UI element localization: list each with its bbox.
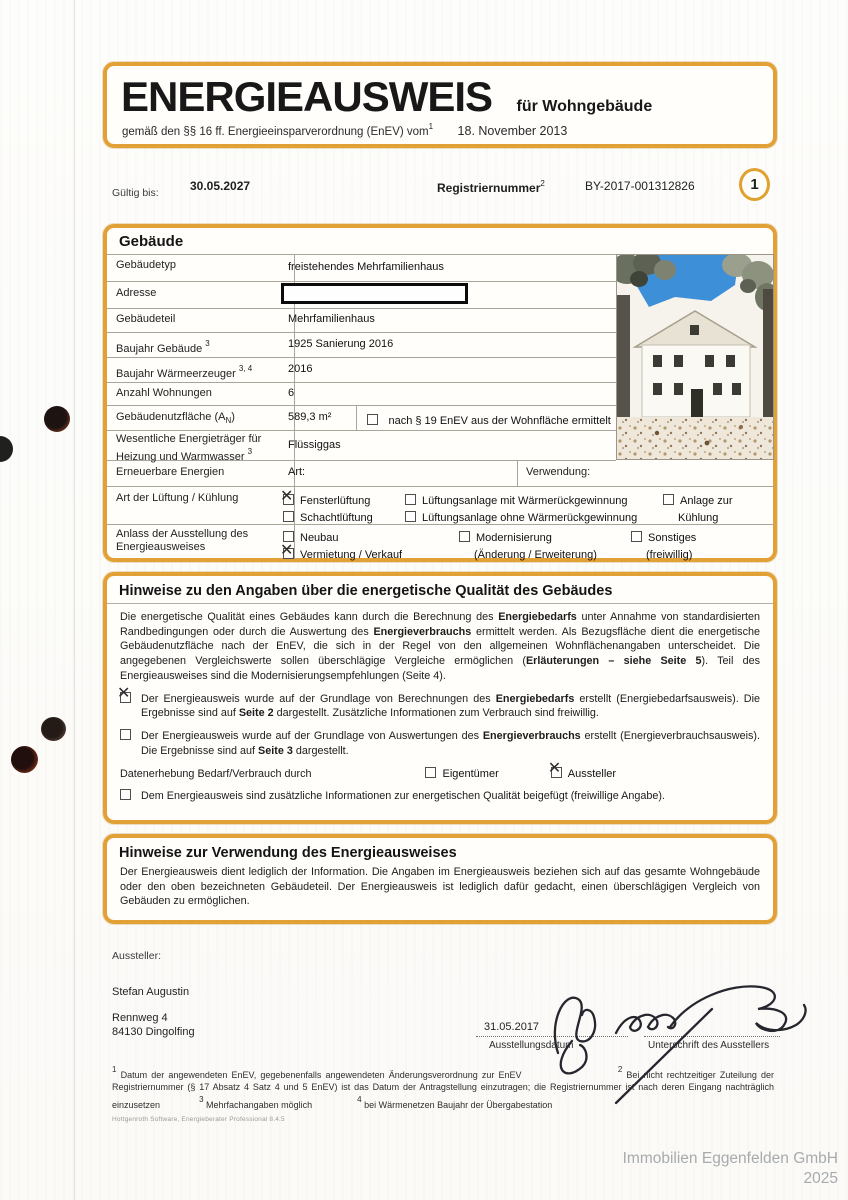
row-value: Mehrfamilienhaus <box>288 313 375 325</box>
row-label: Baujahr Wärmeerzeuger $^{3, 4}$ <box>107 357 295 382</box>
paragraph: Der Energieausweis wurde auf der Grundlage von Berechnungen des Energiebedarfs erstellt (Energiebedarfsausweis). Die Ergebnisse sind auf Seite 2 dargestellt. Zusätzliche Informationen zum Verbrauch sind freiwillig. <box>141 692 760 720</box>
page-title: ENERGIEAUSWEIS <box>121 73 493 120</box>
checkbox-eigentuemer[interactable] <box>425 767 436 778</box>
table-row <box>107 430 616 461</box>
footer-year: 2025 <box>803 1170 838 1187</box>
law-date: 18. November 2013 <box>457 124 568 138</box>
address-redaction-box <box>281 283 468 304</box>
hints-quality-body <box>107 604 773 804</box>
table-row <box>107 280 616 309</box>
issuer-street: Rennweg 4 <box>112 1012 168 1024</box>
row-value: 6 <box>288 387 295 399</box>
footnote-text: Datum der angewendeten EnEV, gegebenenfalls angewendeten Änderungsverordnung zur EnEV <box>120 1070 522 1080</box>
software-credit: Hottgenroth Software, Energieberater Professional 8.4.5 <box>112 1116 285 1123</box>
footnote-marker: 2 <box>617 1065 623 1074</box>
verbrauchsausweis-option <box>120 729 760 758</box>
table-row <box>107 308 616 333</box>
checkbox-zusatz-informationen[interactable] <box>120 789 131 800</box>
row-label: Gebäudetyp <box>107 255 295 281</box>
checkbox-anlage-kuehlung[interactable] <box>663 494 674 505</box>
building-table <box>107 254 773 561</box>
paper-fold-line <box>74 0 75 1200</box>
row-label: Anlass der Ausstellung des Energieausweises <box>107 524 295 560</box>
row-label: Erneuerbare Energien <box>107 460 295 486</box>
checkbox-vermietung-verkauf[interactable] <box>283 548 294 559</box>
paragraph: Dem Energieausweis sind zusätzliche Informationen zur energetischen Qualität beigefügt (freiwillige Angabe). <box>141 790 665 803</box>
hints-quality-section <box>103 572 777 824</box>
paragraph: Der Energieausweis wurde auf der Grundlage von Auswertungen des Energieverbrauchs erstellt (Energieverbrauchsausweis). Die Ergebnisse sind auf Seite 3 dargestellt. <box>141 729 760 757</box>
row-label: Wesentliche Energieträger für Heizung und Warmwasser $^3$ <box>107 430 295 460</box>
checkbox-energiebedarf[interactable] <box>120 692 131 703</box>
building-section-header: Gebäude <box>119 233 184 250</box>
building-photo <box>616 254 774 460</box>
additional-info-option <box>120 789 760 804</box>
footnote-text: Bei nicht rechtzeitiger Zuteilung der Registriernummer (§ 17 Absatz 4 Satz 4 und 5 EnEV) ist das Datum der Antragstellung einzutragen; die Registriernummer ist nach deren Eingang nachträglich einzusetzen <box>112 1070 774 1110</box>
row-value: 1925 Sanierung 2016 <box>288 338 394 350</box>
checkbox-sonstiges[interactable] <box>631 531 642 542</box>
checkbox-lueftung-mit-wrg[interactable] <box>405 494 416 505</box>
checkbox-schachtlueftung[interactable] <box>283 511 294 522</box>
building-section <box>103 224 777 562</box>
verwendung-label: Verwendung: <box>526 466 591 478</box>
footnotes <box>112 1064 774 1111</box>
issue-date-label: Ausstellungsdatum <box>489 1040 574 1051</box>
checkbox-wohnflaeche-ermittelt[interactable] <box>367 414 378 425</box>
footnote-marker: 3 <box>199 1094 204 1104</box>
table-row: Anlass der Ausstellung des Energieausweises Neubau ✕Vermietung / Verkauf Modernisierung (Änderung / Erweiterung) Sonstiges (freiwillig) <box>107 524 775 560</box>
row-label: Adresse <box>107 280 295 308</box>
row-label: Anzahl Wohnungen <box>107 382 295 405</box>
table-row <box>107 357 616 383</box>
paragraph: Die energetische Qualität eines Gebäudes kann durch die Berechnung des Energiebedarfs unter Annahme von standardisierten Randbedingungen oder durch die Auswertung des Energieverbrauchs ermittelt werden. Als Bezugsfläche dient die energetische Gebäudenutzfläche nach der EnEV, die sich in der Regel von den allgemeinen Wohnflächenangaben unterscheidet. Die angegebenen Vergleichswerte sollen überschlägige Vergleiche ermöglichen (Erläuterungen – siehe Seite 5). Teil des Energieausweises sind die Modernisierungsempfehlungen (Seite 4). <box>120 611 760 682</box>
data-collection-row: Datenerhebung Bedarf/Verbrauch durch Eigentümer ✕ Aussteller <box>120 767 760 782</box>
registration-number: BY-2017-001312826 <box>585 179 695 193</box>
row-value: freistehendes Mehrfamilienhaus <box>288 261 444 273</box>
table-row <box>107 382 616 406</box>
issue-date: 31.05.2017 <box>484 1021 540 1033</box>
footnote-marker-2: 2 <box>540 179 545 188</box>
page-subtitle: für Wohngebäude <box>516 98 653 115</box>
table-row <box>107 332 616 358</box>
checkbox-aussteller[interactable] <box>551 767 562 778</box>
page-number: 1 <box>750 176 759 193</box>
punch-hole <box>11 746 38 773</box>
footnote-marker: 4 <box>357 1094 362 1104</box>
table-row <box>107 254 616 282</box>
row-label: Gebäudeteil <box>107 308 295 332</box>
bedarfsausweis-option <box>120 692 760 721</box>
checkbox-lueftung-ohne-wrg[interactable] <box>405 511 416 522</box>
footnote-text: bei Wärmenetzen Baujahr der Übergabestation <box>364 1099 553 1110</box>
issuer-name: Stefan Augustin <box>112 986 190 998</box>
valid-until-date: 30.05.2027 <box>190 179 251 193</box>
footnote-text: Mehrfachangaben möglich <box>206 1099 313 1110</box>
law-reference: gemäß den §§ 16 ff. Energieeinsparverordnung (EnEV) vom <box>122 126 429 138</box>
table-row: Art der Lüftung / Kühlung ✕ Fensterlüftung Schachtlüftung Lüftungsanlage mit Wärmerückgewinnung Lüftungsanlage ohne Wärmerückgewinnung Anlage zur Kühlung <box>107 486 775 525</box>
building-photo-image <box>617 255 773 459</box>
footer-company: Immobilien Eggenfelden GmbH <box>622 1150 838 1167</box>
page-number-badge <box>739 168 770 201</box>
checkbox-fensterlueftung[interactable] <box>283 494 294 505</box>
footnote-marker-1: 1 <box>428 122 434 131</box>
signature-label: Unterschrift des Ausstellers <box>648 1040 770 1051</box>
row-label: Art der Lüftung / Kühlung <box>107 486 295 524</box>
hints-usage-section <box>103 834 777 924</box>
row-value: Flüssiggas <box>288 439 341 451</box>
hints-quality-header: Hinweise zu den Angaben über die energetische Qualität des Gebäudes <box>107 576 773 604</box>
valid-until-label: Gültig bis: <box>112 187 159 199</box>
row-label: Gebäudenutzfläche $(A_N)$ <box>107 405 295 430</box>
punch-hole <box>44 406 70 432</box>
punch-hole <box>41 717 66 741</box>
art-label: Art: <box>288 466 306 478</box>
row-value: 589,3 m² <box>288 411 332 423</box>
footnote-marker: 1 <box>112 1065 117 1074</box>
issuer-label: Aussteller: <box>112 950 162 962</box>
checkbox-modernisierung[interactable] <box>459 531 470 542</box>
scan-blot <box>0 436 13 462</box>
row-value: 2016 <box>288 363 313 375</box>
registration-number-label: Registriernummer <box>437 181 541 195</box>
row-label: Baujahr Gebäude $^3$ <box>107 332 295 357</box>
hints-usage-body: Der Energieausweis dient lediglich der Information. Die Angaben im Energieausweis beziehen sich auf das gesamte Wohngebäude oder den oben bezeichneten Gebäudeteil. Der Energieausweis ist lediglich dafür gedacht, einen überschlägigen Vergleich von Gebäuden zu ermöglichen. <box>120 866 760 908</box>
hints-usage-header: Hinweise zur Verwendung des Energieausweises <box>119 845 457 861</box>
checkbox-label: nach § 19 EnEV aus der Wohnfläche ermittelt <box>388 415 611 427</box>
table-row <box>107 460 775 487</box>
title-box <box>103 62 777 148</box>
data-collection-label: Datenerhebung Bedarf/Verbrauch durch <box>120 768 312 781</box>
checkbox-energieverbrauch[interactable] <box>120 729 131 740</box>
table-row <box>107 405 616 431</box>
issuer-city: 84130 Dingolfing <box>112 1026 195 1038</box>
